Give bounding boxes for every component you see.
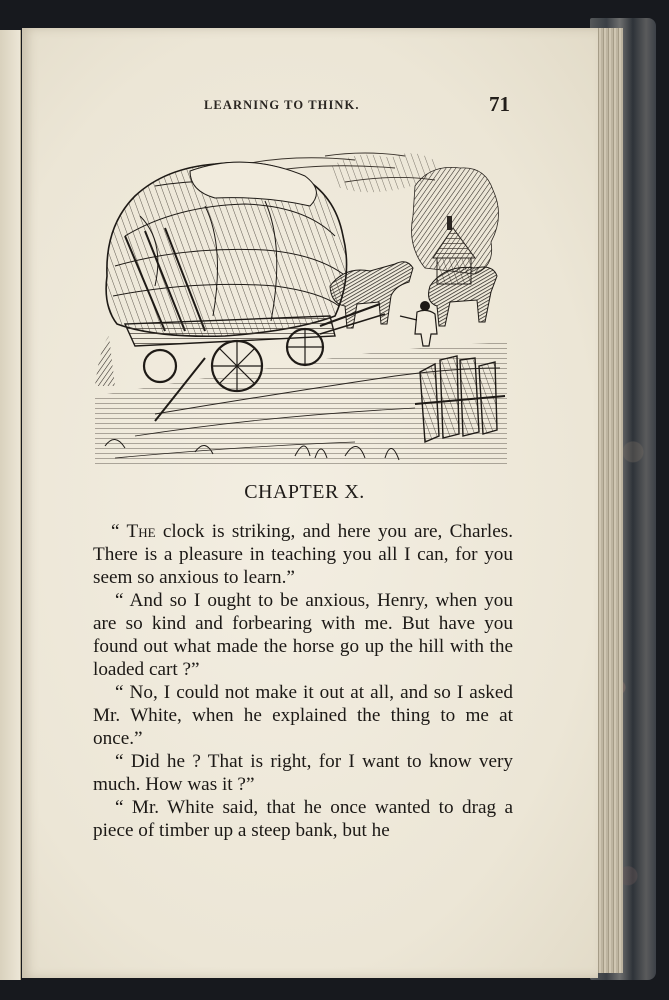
- running-title: LEARNING TO THINK.: [204, 98, 360, 112]
- paragraph-2: “ And so I ought to be anxious, Henry, when you are so kind and forbearing with me. But have you found out what made the horse go up the hill with the loaded cart ?”: [93, 590, 513, 680]
- chapter-body: [93, 520, 513, 842]
- hay-cart-engraving: [95, 146, 507, 468]
- previous-page-edge: [0, 30, 21, 980]
- paragraph-text: clock is striking, and here you are, Charles. There is a pleasure in teaching you all I can, for you seem so anxious to learn.”: [93, 521, 513, 588]
- chapter-heading: CHAPTER X.: [244, 481, 365, 503]
- paragraph-1: [93, 520, 513, 589]
- paragraph-lead: “ The: [111, 521, 156, 542]
- paragraph-3: “ No, I could not make it out at all, and so I asked Mr. White, when he explained the thing to me at once.”: [93, 682, 513, 749]
- running-header: [200, 92, 518, 120]
- paragraph-4: “ Did he ? That is right, for I want to know very much. How was it ?”: [93, 751, 513, 795]
- page-number: 71: [489, 92, 510, 116]
- paragraph-5: “ Mr. White said, that he once wanted to drag a piece of timber up a steep bank, but he: [93, 797, 513, 841]
